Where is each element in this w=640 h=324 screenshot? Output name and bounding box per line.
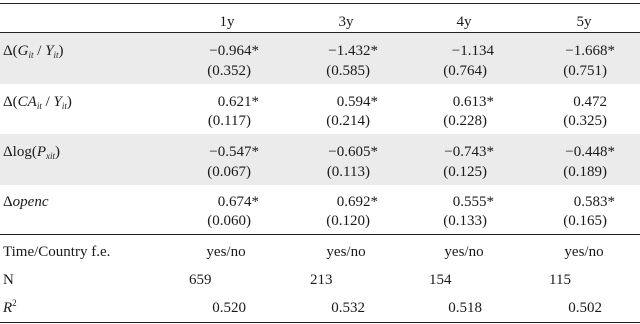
se-p-3y: (0.113) [326, 164, 370, 180]
coef-g-1y: −0.964* [209, 43, 259, 59]
row-label-fe: Time/Country f.e. [3, 244, 111, 260]
se-ca-1y: (0.117) [207, 113, 251, 129]
row-label-ca: $\Delta(CA_{it} / Y_{it})$ [3, 94, 72, 111]
n-3y: 213 [310, 272, 333, 288]
se-g-3y: (0.585) [326, 63, 370, 79]
r2-1y: 0.520 [212, 300, 246, 316]
se-openc-4y: (0.133) [443, 213, 487, 229]
se-p-4y: (0.125) [443, 164, 487, 180]
se-p-5y: (0.189) [563, 164, 607, 180]
coef-p-1y: −0.547* [209, 144, 259, 160]
se-openc-1y: (0.060) [207, 213, 251, 229]
se-ca-5y: (0.325) [563, 113, 607, 129]
coef-ca-5y: 0.472 [573, 94, 607, 110]
bottom-rule [0, 322, 640, 323]
fe-5y: yes/no [564, 244, 604, 260]
coef-openc-4y: 0.555* [452, 194, 494, 210]
n-5y: 115 [549, 272, 571, 288]
se-ca-4y: (0.228) [443, 113, 487, 129]
se-openc-5y: (0.165) [563, 213, 607, 229]
se-ca-3y: (0.214) [326, 113, 370, 129]
se-openc-3y: (0.120) [326, 213, 370, 229]
n-1y: 659 [189, 272, 212, 288]
coef-p-3y: −0.605* [328, 144, 378, 160]
coef-g-4y: −1.134 [451, 43, 494, 59]
fe-4y: yes/no [444, 244, 484, 260]
coef-ca-3y: 0.594* [336, 94, 378, 110]
coef-p-4y: −0.743* [444, 144, 494, 160]
coef-ca-1y: 0.621* [217, 94, 259, 110]
r2-4y: 0.518 [448, 300, 482, 316]
r2-5y: 0.502 [568, 300, 602, 316]
coef-p-5y: −0.448* [565, 144, 615, 160]
row-label-n: N [3, 272, 14, 288]
coef-openc-3y: 0.692* [336, 194, 378, 210]
column-header-4y: 4y [456, 14, 472, 30]
n-4y: 154 [429, 272, 452, 288]
se-g-1y: (0.352) [207, 63, 251, 79]
row-label-p: $\Delta\log(P_{xit})$ [3, 144, 60, 161]
row-label-r2: $R^2$ [3, 298, 17, 316]
coef-openc-5y: 0.583* [573, 194, 615, 210]
fe-1y: yes/no [206, 244, 246, 260]
se-g-5y: (0.751) [563, 63, 607, 79]
row-label-g: $\Delta(G_{it} / Y_{it})$ [3, 43, 64, 60]
row-band-p [0, 134, 640, 185]
coef-openc-1y: 0.674* [217, 194, 259, 210]
column-header-1y: 1y [219, 14, 235, 30]
body-rule [0, 234, 640, 235]
fe-3y: yes/no [326, 244, 366, 260]
column-header-3y: 3y [338, 14, 354, 30]
column-header-5y: 5y [576, 14, 592, 30]
coef-ca-4y: 0.613* [452, 94, 494, 110]
r2-3y: 0.532 [331, 300, 365, 316]
se-p-1y: (0.067) [207, 164, 251, 180]
coef-g-5y: −1.668* [565, 43, 615, 59]
se-g-4y: (0.764) [443, 63, 487, 79]
row-label-openc: Δopenc [3, 194, 49, 210]
coef-g-3y: −1.432* [328, 43, 378, 59]
row-band-g [0, 33, 640, 84]
top-rule [0, 3, 640, 4]
